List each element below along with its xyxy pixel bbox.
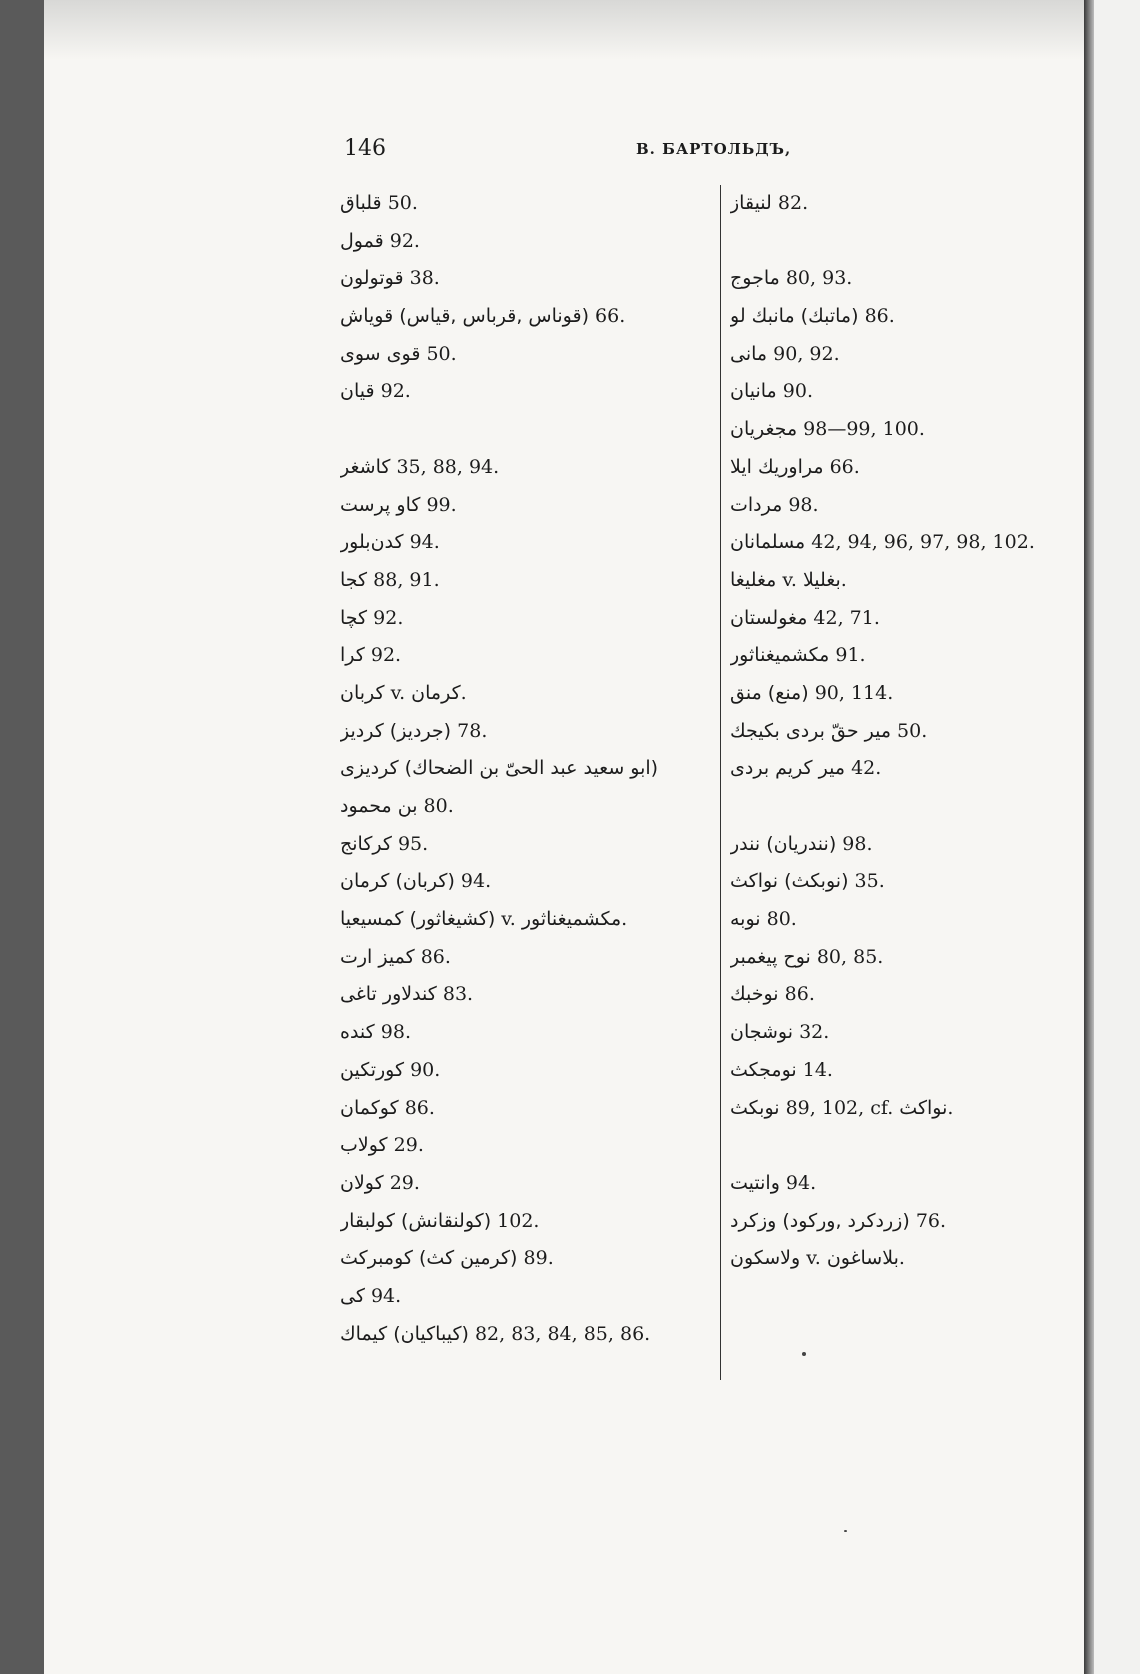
running-head: В. БАРТОЛЬДЪ, <box>636 140 792 158</box>
entry-pages: 80, 93. <box>785 267 853 290</box>
entry-pages: 102. <box>497 1209 540 1232</box>
entry-term: میر کریم بردی <box>730 757 846 780</box>
entry-pages: 86. <box>864 305 895 328</box>
entry-pages: 89, 102, cf. نواکث. <box>785 1096 954 1119</box>
page-number: 146 <box>344 136 386 161</box>
index-entry <box>730 562 1084 600</box>
entry-term: (ابو سعید عبد الحیّ بن الضحاك) کردیزی <box>340 757 659 780</box>
entry-pages: 78. <box>457 719 488 742</box>
entry-term: (ماتبك) مانبك لو <box>730 305 859 328</box>
entry-pages: 42, 94, 96, 97, 98, 102. <box>811 531 1035 554</box>
index-entry <box>730 1014 1084 1052</box>
entry-term: (زردکرد ,ورکود) وزکرد <box>730 1209 910 1232</box>
entry-pages: 94. <box>460 870 492 893</box>
index-entry <box>340 750 710 788</box>
entry-pages: 35. <box>854 870 885 893</box>
index-entry <box>340 901 710 939</box>
index-entry <box>340 1240 710 1278</box>
entry-pages: 90. <box>782 380 813 403</box>
entry-pages: 90, 92. <box>773 342 840 365</box>
index-entry <box>340 298 710 336</box>
entry-term: مکشمیغناثور <box>730 644 830 667</box>
scan-edge <box>1084 0 1140 1674</box>
index-entry <box>730 1127 1084 1165</box>
index-entry <box>340 976 710 1014</box>
index-entry <box>730 600 1084 638</box>
entry-term: (منع) منق <box>730 681 809 704</box>
entry-pages: 98. <box>380 1021 411 1044</box>
entry-term: قیان <box>340 380 375 403</box>
entry-pages: 32. <box>799 1021 830 1044</box>
entry-term: مجغریان <box>730 418 798 441</box>
index-entry <box>730 298 1084 336</box>
entry-term: لنیقاز <box>730 192 772 214</box>
index-entry <box>730 1052 1084 1090</box>
index-column-right <box>730 185 1084 1278</box>
entry-pages: 90. <box>410 1058 441 1081</box>
entry-term: کدن‌بلور <box>340 531 404 554</box>
entry-pages: 76. <box>915 1209 947 1232</box>
entry-pages: v. بلاساغون. <box>806 1247 905 1270</box>
entry-pages: v. مکشمیغناثور. <box>501 908 628 931</box>
entry-term: کنده <box>340 1021 375 1044</box>
speck <box>802 1352 806 1356</box>
entry-term: نوح پیغمبر <box>730 945 811 968</box>
entry-pages: 99. <box>426 493 457 516</box>
entry-pages: 50. <box>897 719 928 742</box>
index-entry <box>730 976 1084 1014</box>
index-entry <box>730 1090 1084 1128</box>
entry-term: (کیباکیان) کیماك <box>340 1322 469 1345</box>
entry-pages: 92. <box>373 606 404 629</box>
index-entry <box>730 411 1084 449</box>
entry-pages: 92. <box>370 644 402 667</box>
entry-term: کاشغر <box>340 455 391 478</box>
entry-term: قلباق <box>340 192 382 214</box>
index-entry <box>730 901 1084 939</box>
entry-pages: 94. <box>409 531 440 554</box>
entry-term: ولاسکون <box>730 1247 801 1270</box>
index-entry <box>340 1052 710 1090</box>
entry-term: (کربان) کرمان <box>340 870 455 893</box>
entry-term: (نوبکث) نواکث <box>730 870 849 893</box>
index-entry <box>730 373 1084 411</box>
index-entry <box>340 336 710 374</box>
index-entry <box>340 1127 710 1165</box>
entry-pages: 66. <box>595 305 626 328</box>
entry-pages: 38. <box>409 267 440 290</box>
index-entry <box>340 260 710 298</box>
entry-term: کربان <box>340 681 385 704</box>
index-entry <box>730 1240 1084 1278</box>
entry-term: کی <box>340 1284 365 1307</box>
index-entry <box>730 1165 1084 1203</box>
index-entry <box>730 713 1084 751</box>
entry-term: کندلاور تاغی <box>340 983 437 1006</box>
entry-term: کورتکین <box>340 1058 405 1081</box>
index-entry <box>340 487 710 525</box>
entry-term: (کشیغاثور) کمسیعیا <box>340 908 496 931</box>
entry-pages: 92. <box>380 380 411 403</box>
entry-pages: 88, 91. <box>373 568 440 591</box>
index-entry <box>340 411 710 449</box>
index-entry <box>340 939 710 977</box>
entry-pages: 42, 71. <box>813 606 880 629</box>
entry-term: وانتیت <box>730 1171 780 1194</box>
index-entry <box>730 788 1084 826</box>
index-column-left <box>340 185 710 1353</box>
entry-term: نوبکث <box>730 1096 780 1119</box>
entry-term: مانیان <box>730 380 777 403</box>
entry-pages: 50. <box>387 192 418 214</box>
entry-pages: 80. <box>766 908 797 931</box>
index-entry <box>340 788 710 826</box>
entry-term: بن محمود <box>340 795 418 817</box>
speck <box>844 1530 847 1532</box>
entry-term: میر حقّ بردی بکیجك <box>730 719 891 742</box>
entry-pages: 50. <box>426 342 457 365</box>
index-entry <box>340 524 710 562</box>
entry-term: (قوناس ,قرباس ,قیاس) قویاش <box>340 305 589 328</box>
index-entry <box>730 675 1084 713</box>
entry-term: قمول <box>340 229 384 252</box>
entry-pages: 94. <box>785 1171 817 1194</box>
entry-pages: v. کرمان. <box>390 681 467 704</box>
book-page <box>44 0 1084 1674</box>
entry-pages: 82. <box>777 192 809 214</box>
entry-term: مردات <box>730 493 783 516</box>
entry-term: مغلیغا <box>730 568 777 591</box>
index-entry <box>730 863 1084 901</box>
entry-pages: 80, 85. <box>816 945 884 968</box>
entry-pages: 66. <box>829 455 860 478</box>
entry-pages: 95. <box>397 832 429 855</box>
index-entry <box>730 524 1084 562</box>
entry-term: کرکانج <box>340 832 392 855</box>
entry-term: مانی <box>730 342 768 365</box>
entry-pages: 98. <box>842 832 873 855</box>
index-entry <box>340 713 710 751</box>
index-entry <box>340 1278 710 1316</box>
index-entry <box>340 1090 710 1128</box>
entry-term: مغولستان <box>730 606 808 629</box>
entry-term: مسلمانان <box>730 531 806 554</box>
entry-term: کمیز ارت <box>340 945 415 968</box>
entry-term: نومجکث <box>730 1058 797 1081</box>
index-entry <box>730 449 1084 487</box>
entry-term: کرا <box>340 644 365 667</box>
index-entry <box>340 223 710 261</box>
entry-term: کوکمان <box>340 1096 399 1119</box>
entry-pages: 86. <box>784 983 815 1006</box>
entry-term: ماجوج <box>730 267 780 290</box>
entry-pages: v. بغلیلا. <box>782 568 847 591</box>
index-entry <box>340 185 710 223</box>
entry-term: کچا <box>340 606 368 629</box>
entry-pages: 35, 88, 94. <box>396 455 500 478</box>
index-entry <box>340 1203 710 1241</box>
index-entry <box>340 826 710 864</box>
index-entry <box>340 600 710 638</box>
entry-pages: 92. <box>389 229 420 252</box>
index-entry <box>340 373 710 411</box>
entry-pages: 86. <box>420 945 451 968</box>
entry-term: قوی سوی <box>340 342 421 365</box>
index-entry <box>340 562 710 600</box>
entry-term: نوبه <box>730 908 761 931</box>
index-entry <box>730 939 1084 977</box>
entry-term: کولاب <box>340 1134 388 1157</box>
index-entry <box>730 1203 1084 1241</box>
index-entry <box>340 637 710 675</box>
index-entry <box>730 185 1084 223</box>
entry-pages: 86. <box>404 1096 435 1119</box>
entry-term: نوشجان <box>730 1021 794 1044</box>
index-entry <box>730 260 1084 298</box>
entry-term: (جردیز) کردیز <box>340 719 452 742</box>
entry-pages: 42. <box>851 757 882 780</box>
entry-pages: 90, 114. <box>814 681 894 704</box>
entry-pages: 29. <box>393 1134 424 1157</box>
index-entry <box>340 1165 710 1203</box>
index-entry <box>340 863 710 901</box>
entry-term: کجا <box>340 568 368 591</box>
entry-pages: 14. <box>802 1058 833 1081</box>
index-entry <box>730 487 1084 525</box>
index-entry <box>340 675 710 713</box>
entry-pages: 94. <box>370 1284 402 1307</box>
index-entry <box>340 449 710 487</box>
entry-pages: 91. <box>835 644 866 667</box>
entry-term: (کرمین کث) کومبرکث <box>340 1247 518 1270</box>
entry-term: مراوریك ایلا <box>730 455 824 478</box>
entry-pages: 80. <box>423 795 454 817</box>
entry-pages: 29. <box>389 1171 420 1194</box>
entry-term: قوتولون <box>340 267 404 290</box>
index-entry <box>340 1316 710 1354</box>
entry-term: (کولنقانش) کولبقار <box>340 1209 492 1232</box>
entry-pages: 89. <box>523 1247 554 1270</box>
entry-term: کولان <box>340 1171 384 1194</box>
entry-pages: 82, 83, 84, 85, 86. <box>474 1322 651 1345</box>
index-entry <box>730 750 1084 788</box>
entry-pages: 98. <box>788 493 819 516</box>
entry-pages: 98—99, 100. <box>803 418 925 441</box>
index-entry <box>730 223 1084 261</box>
entry-pages: 83. <box>442 983 474 1006</box>
entry-term: (نندریان) نندر <box>730 832 837 855</box>
index-entry <box>730 826 1084 864</box>
index-entry <box>340 1014 710 1052</box>
column-divider <box>720 185 721 1380</box>
index-entry <box>730 336 1084 374</box>
entry-term: نوخبك <box>730 983 779 1006</box>
index-entry <box>730 637 1084 675</box>
entry-term: کاو پرست <box>340 493 421 516</box>
